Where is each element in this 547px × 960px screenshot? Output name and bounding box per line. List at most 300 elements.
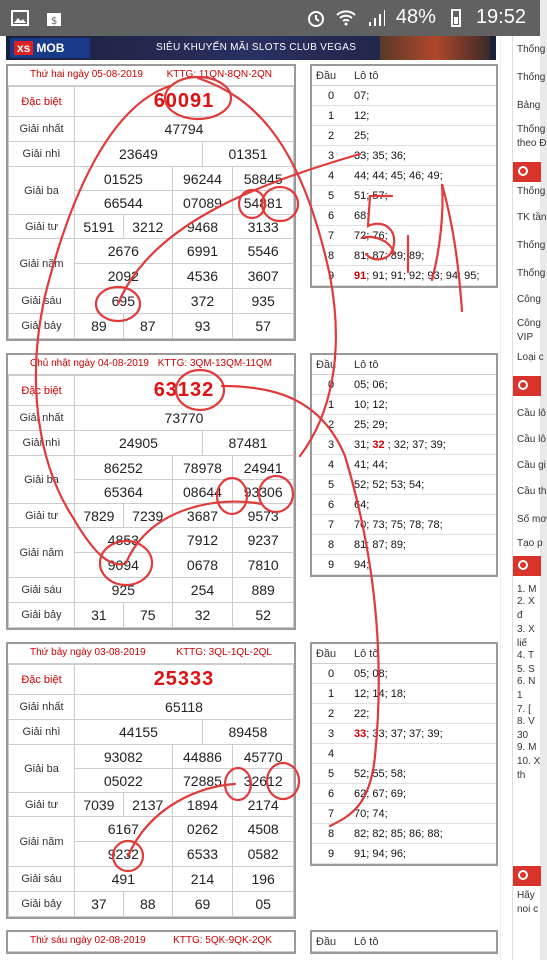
prize-label: Giải nhất bbox=[9, 117, 75, 142]
sidebar-item[interactable]: Công bbox=[517, 318, 541, 329]
loto-row bbox=[312, 844, 496, 864]
prize-number: 01351 bbox=[202, 142, 293, 167]
loto-values: 25; bbox=[354, 130, 370, 142]
loto-row bbox=[312, 475, 496, 495]
result-kttg: KTTG: 5QK-9QK-2QK bbox=[173, 935, 272, 946]
loto-values: 05; 08; bbox=[354, 668, 388, 680]
loto-head-digit: 7 bbox=[327, 519, 335, 531]
prize-number: 7912 bbox=[172, 528, 233, 553]
prize-label: Giải năm bbox=[9, 528, 75, 578]
prize-label: Đặc biệt bbox=[9, 87, 75, 117]
prize-label: Giải bảy bbox=[9, 314, 75, 339]
sidebar-item[interactable]: TK tần bbox=[517, 212, 547, 223]
loto-header bbox=[312, 932, 496, 952]
prize-label: Giải sáu bbox=[9, 289, 75, 314]
prize-number: 3607 bbox=[233, 264, 294, 289]
prize-row bbox=[9, 215, 294, 239]
sidebar-item[interactable]: 30 bbox=[517, 730, 529, 741]
sidebar-item[interactable]: 8. V bbox=[517, 716, 535, 727]
sidebar-item[interactable]: Thống bbox=[517, 240, 546, 251]
result-header bbox=[8, 355, 294, 375]
loto-head-digit: 5 bbox=[327, 768, 335, 780]
sidebar-item[interactable]: 3. X bbox=[517, 624, 535, 635]
loto-values: 82; 82; 85; 86; 88; bbox=[354, 828, 443, 840]
result-kttg: KTTG: 3QM-13QM-11QM bbox=[157, 358, 272, 369]
loto-values: 44; 44; 45; 46; 49; bbox=[354, 170, 443, 182]
loto-head-digit: 9 bbox=[327, 559, 335, 571]
loto-head-digit: 0 bbox=[327, 379, 335, 391]
prize-row bbox=[9, 504, 294, 528]
loto-values: 81; 87; 89; 89; bbox=[354, 250, 425, 262]
loto-head-digit: 5 bbox=[327, 479, 335, 491]
loto-head-digit: 8 bbox=[327, 250, 335, 262]
alarm-icon bbox=[306, 8, 326, 28]
dau-header: Đầu bbox=[316, 359, 337, 371]
dau-header: Đầu bbox=[316, 648, 337, 660]
loto-head-digit: 0 bbox=[327, 90, 335, 102]
prize-row bbox=[9, 867, 294, 892]
loto-row bbox=[312, 764, 496, 784]
prize-number: 47794 bbox=[75, 117, 294, 142]
loto-head-digit: 1 bbox=[327, 688, 335, 700]
prize-number: 3133 bbox=[233, 215, 294, 239]
ad-banner[interactable] bbox=[6, 36, 496, 60]
loto-values: 64; bbox=[354, 499, 370, 511]
prize-number: 889 bbox=[233, 578, 294, 603]
sidebar-item[interactable]: đ bbox=[517, 610, 523, 621]
dau-header: Đầu bbox=[316, 936, 337, 948]
loto-values: 81; 87; 89; bbox=[354, 539, 406, 551]
sidebar-header-search-icon[interactable] bbox=[513, 376, 541, 396]
signal-icon bbox=[366, 8, 386, 28]
loto-row bbox=[312, 186, 496, 206]
loto-row bbox=[312, 724, 496, 744]
prize-row bbox=[9, 793, 294, 817]
result-table bbox=[8, 664, 294, 917]
result-card bbox=[6, 642, 296, 919]
loto-values: 94; bbox=[354, 559, 370, 571]
loto-head-digit: 1 bbox=[327, 399, 335, 411]
loto-row bbox=[312, 395, 496, 415]
result-header bbox=[8, 932, 294, 952]
prize-number: 58845 bbox=[233, 167, 294, 191]
prize-number: 4536 bbox=[172, 264, 233, 289]
loto-header-label: Lô tô bbox=[354, 648, 379, 660]
loto-values: 12; bbox=[354, 110, 370, 122]
loto-row bbox=[312, 824, 496, 844]
loto-header-label: Lô tô bbox=[354, 70, 379, 82]
prize-number: 3212 bbox=[123, 215, 172, 239]
prize-number: 65364 bbox=[75, 480, 173, 504]
sidebar-header-users-icon[interactable] bbox=[513, 556, 541, 576]
loto-values: 41; 44; bbox=[354, 459, 388, 471]
prize-label: Giải nhì bbox=[9, 142, 75, 167]
sidebar-item[interactable]: 5. S bbox=[517, 664, 535, 675]
loto-head-digit: 3 bbox=[327, 728, 335, 740]
result-header bbox=[8, 66, 294, 86]
result-card bbox=[6, 64, 296, 341]
prize-row bbox=[9, 665, 294, 695]
right-sidebar[interactable] bbox=[512, 36, 547, 960]
prize-number: 925 bbox=[75, 578, 173, 603]
prize-number: 07089 bbox=[172, 191, 233, 215]
sidebar-item[interactable]: 6. N bbox=[517, 676, 536, 687]
prize-number: 01525 bbox=[75, 167, 173, 191]
prize-row bbox=[9, 289, 294, 314]
loto-header-label: Lô tô bbox=[354, 359, 379, 371]
loto-values: 91; 94; 96; bbox=[354, 848, 406, 860]
sidebar-item[interactable]: 10. X bbox=[517, 756, 541, 767]
loto-values: 31; 32 ; 32; 37; 39; bbox=[354, 439, 446, 451]
prize-number: 6991 bbox=[172, 239, 233, 264]
prize-label: Giải bảy bbox=[9, 892, 75, 917]
sidebar-item[interactable]: Cầu gi bbox=[517, 460, 546, 471]
prize-number: 2174 bbox=[233, 793, 294, 817]
loto-row bbox=[312, 166, 496, 186]
loto-row bbox=[312, 415, 496, 435]
prize-number: 3687 bbox=[172, 504, 233, 528]
prize-number: 60091 bbox=[75, 87, 294, 117]
column-divider bbox=[500, 36, 501, 960]
wifi-icon bbox=[336, 8, 356, 28]
prize-row bbox=[9, 239, 294, 264]
loto-header bbox=[312, 66, 496, 86]
loto-head-digit: 8 bbox=[327, 828, 335, 840]
loto-row bbox=[312, 535, 496, 555]
sidebar-item[interactable]: Công bbox=[517, 294, 541, 305]
prize-label: Giải tư bbox=[9, 504, 75, 528]
result-date[interactable]: Chủ nhật ngày 04-08-2019 bbox=[30, 358, 149, 369]
loto-values: 05; 06; bbox=[354, 379, 388, 391]
loto-row bbox=[312, 804, 496, 824]
prize-row bbox=[9, 817, 294, 842]
sidebar-item[interactable]: 2. X bbox=[517, 596, 535, 607]
prize-label: Đặc biệt bbox=[9, 376, 75, 406]
sidebar-item[interactable]: Bảng bbox=[517, 100, 541, 111]
prize-number: 89 bbox=[75, 314, 124, 339]
status-bar bbox=[0, 0, 540, 36]
prize-number: 9573 bbox=[233, 504, 294, 528]
loto-head-digit: 8 bbox=[327, 539, 335, 551]
prize-number: 2092 bbox=[75, 264, 173, 289]
result-date[interactable]: Thứ bảy ngày 03-08-2019 bbox=[30, 647, 146, 658]
prize-label: Giải năm bbox=[9, 817, 75, 867]
prize-number: 88 bbox=[123, 892, 172, 917]
prize-number: 96244 bbox=[172, 167, 233, 191]
prize-label: Giải tư bbox=[9, 793, 75, 817]
loto-head-digit: 9 bbox=[327, 270, 335, 282]
prize-label: Giải nhì bbox=[9, 431, 75, 456]
prize-number: 57 bbox=[233, 314, 294, 339]
prize-number: 0582 bbox=[233, 842, 294, 867]
dau-header: Đầu bbox=[316, 70, 337, 82]
sidebar-item[interactable]: Hãy bbox=[517, 890, 535, 901]
prize-number: 05022 bbox=[75, 769, 173, 793]
prize-row bbox=[9, 167, 294, 191]
loto-header-label: Lô tô bbox=[354, 936, 379, 948]
loto-row bbox=[312, 375, 496, 395]
prize-number: 65118 bbox=[75, 695, 294, 720]
loto-card bbox=[310, 353, 498, 577]
loto-values: 12; 14; 18; bbox=[354, 688, 406, 700]
prize-row bbox=[9, 87, 294, 117]
sidebar-item[interactable]: 1 bbox=[517, 690, 523, 701]
prize-number: 6533 bbox=[172, 842, 233, 867]
loto-card bbox=[310, 642, 498, 866]
sidebar-item[interactable]: 4. T bbox=[517, 650, 535, 661]
sidebar-item[interactable]: Thống bbox=[517, 124, 546, 135]
loto-values: 25; 29; bbox=[354, 419, 388, 431]
prize-number: 66544 bbox=[75, 191, 173, 215]
loto-values: 10; 12; bbox=[354, 399, 388, 411]
prize-row bbox=[9, 431, 294, 456]
prize-row bbox=[9, 376, 294, 406]
prize-number: 2137 bbox=[123, 793, 172, 817]
loto-values: 07; bbox=[354, 90, 370, 102]
loto-row bbox=[312, 495, 496, 515]
prize-label: Giải ba bbox=[9, 167, 75, 215]
prize-number: 9094 bbox=[75, 553, 173, 578]
prize-label: Giải nhất bbox=[9, 406, 75, 431]
loto-values: 70; 74; bbox=[354, 808, 388, 820]
prize-number: 7239 bbox=[123, 504, 172, 528]
loto-row bbox=[312, 664, 496, 684]
loto-head-digit: 7 bbox=[327, 230, 335, 242]
sidebar-item[interactable]: Số mơ bbox=[517, 514, 547, 525]
sidebar-item[interactable]: theo Đ bbox=[517, 138, 547, 149]
prize-number: 4508 bbox=[233, 817, 294, 842]
loto-head-digit: 3 bbox=[327, 150, 335, 162]
prize-number: 7039 bbox=[75, 793, 124, 817]
sidebar-item[interactable]: liế bbox=[517, 638, 528, 649]
prize-number: 87481 bbox=[202, 431, 293, 456]
prize-number: 491 bbox=[75, 867, 173, 892]
prize-number: 24941 bbox=[233, 456, 294, 480]
prize-number: 695 bbox=[75, 289, 173, 314]
sidebar-item[interactable]: VIP bbox=[517, 332, 534, 343]
clock: 19:52 bbox=[475, 6, 526, 28]
sidebar-item[interactable]: Cầu lô bbox=[517, 408, 546, 419]
sidebar-header-trend-icon[interactable] bbox=[513, 162, 541, 182]
sidebar-item[interactable]: th bbox=[517, 770, 526, 781]
banner-art bbox=[380, 36, 490, 60]
page bbox=[0, 36, 547, 960]
sidebar-item[interactable]: noi c bbox=[517, 904, 539, 915]
loto-head-digit: 6 bbox=[327, 499, 335, 511]
prize-number: 32 bbox=[172, 603, 233, 628]
loto-head-digit: 2 bbox=[327, 419, 335, 431]
site-logo[interactable]: xs MOB bbox=[10, 38, 90, 58]
prize-number: 52 bbox=[233, 603, 294, 628]
prize-number: 9468 bbox=[172, 215, 233, 239]
prize-number: 93306 bbox=[233, 480, 294, 504]
prize-number: 372 bbox=[172, 289, 233, 314]
prize-number: 08644 bbox=[172, 480, 233, 504]
loto-head-digit: 9 bbox=[327, 848, 335, 860]
hot-number: 32 bbox=[372, 439, 385, 451]
battery-icon bbox=[446, 8, 466, 28]
loto-values: 91; 91; 91; 92; 93; 94; 95; bbox=[354, 270, 480, 282]
loto-head-digit: 4 bbox=[327, 170, 335, 182]
loto-values: 51; 57; bbox=[354, 190, 388, 202]
prize-number: 45770 bbox=[233, 745, 294, 769]
hot-number: 33 bbox=[354, 728, 367, 740]
prize-number: 89458 bbox=[202, 720, 293, 745]
prize-row bbox=[9, 406, 294, 431]
loto-row bbox=[312, 86, 496, 106]
result-header bbox=[8, 644, 294, 664]
prize-number: 44886 bbox=[172, 745, 233, 769]
result-date[interactable]: Thứ sáu ngày 02-08-2019 bbox=[30, 935, 146, 946]
loto-row bbox=[312, 246, 496, 266]
prize-number: 32612 bbox=[233, 769, 294, 793]
prize-row bbox=[9, 456, 294, 480]
loto-header bbox=[312, 644, 496, 664]
loto-head-digit: 7 bbox=[327, 808, 335, 820]
prize-row bbox=[9, 528, 294, 553]
prize-label: Giải sáu bbox=[9, 578, 75, 603]
prize-row bbox=[9, 695, 294, 720]
prize-number: 9237 bbox=[233, 528, 294, 553]
loto-row bbox=[312, 435, 496, 455]
loto-head-digit: 2 bbox=[327, 708, 335, 720]
banner-promo-text: SIÊU KHUYẾN MÃI SLOTS CLUB VEGAS bbox=[156, 42, 357, 53]
loto-values: 22; bbox=[354, 708, 370, 720]
sidebar-item[interactable]: 1. M bbox=[517, 584, 537, 595]
loto-head-digit: 4 bbox=[327, 748, 335, 760]
prize-number: 196 bbox=[233, 867, 294, 892]
prize-number: 54881 bbox=[233, 191, 294, 215]
prize-label: Giải năm bbox=[9, 239, 75, 289]
sidebar-item[interactable]: Cầu lô bbox=[517, 434, 546, 445]
loto-head-digit: 1 bbox=[327, 110, 335, 122]
prize-number: 4853 bbox=[75, 528, 173, 553]
loto-values: 33; 33; 37; 37; 39; bbox=[354, 728, 443, 740]
prize-row bbox=[9, 720, 294, 745]
loto-row bbox=[312, 106, 496, 126]
loto-row bbox=[312, 684, 496, 704]
prize-row bbox=[9, 745, 294, 769]
sidebar-item[interactable]: Thống bbox=[517, 44, 546, 55]
prize-label: Giải ba bbox=[9, 456, 75, 504]
prize-label: Đặc biệt bbox=[9, 665, 75, 695]
result-kttg: KTTG: 3QL-1QL-2QL bbox=[176, 647, 272, 658]
sidebar-item[interactable]: Thống bbox=[517, 268, 546, 279]
prize-row bbox=[9, 603, 294, 628]
prize-number: 05 bbox=[233, 892, 294, 917]
prize-number: 87 bbox=[123, 314, 172, 339]
prize-row bbox=[9, 117, 294, 142]
loto-values: 68; bbox=[354, 210, 370, 222]
prize-number: 75 bbox=[123, 603, 172, 628]
result-table bbox=[8, 375, 294, 628]
prize-row bbox=[9, 142, 294, 167]
loto-card bbox=[310, 930, 498, 954]
prize-number: 37 bbox=[75, 892, 124, 917]
prize-number: 5191 bbox=[75, 215, 124, 239]
sidebar-header-fb-icon[interactable] bbox=[513, 866, 541, 886]
loto-values: 52; 55; 58; bbox=[354, 768, 406, 780]
sidebar-item[interactable]: Cầu th bbox=[517, 486, 547, 497]
loto-values: 70; 73; 75; 78; 78; bbox=[354, 519, 443, 531]
loto-row bbox=[312, 146, 496, 166]
loto-head-digit: 2 bbox=[327, 130, 335, 142]
result-card bbox=[6, 930, 296, 954]
loto-values: 52; 52; 53; 54; bbox=[354, 479, 425, 491]
result-table bbox=[8, 86, 294, 339]
loto-head-digit: 5 bbox=[327, 190, 335, 202]
prize-number: 63132 bbox=[75, 376, 294, 406]
prize-number: 23649 bbox=[75, 142, 203, 167]
sidebar-item[interactable]: Loại c bbox=[517, 352, 544, 363]
prize-number: 1894 bbox=[172, 793, 233, 817]
sidebar-item[interactable]: 7. [ bbox=[517, 704, 531, 715]
result-date[interactable]: Thứ hai ngày 05-08-2019 bbox=[30, 69, 143, 80]
svg-text:$: $ bbox=[51, 16, 58, 27]
sidebar-item[interactable]: Thống bbox=[517, 186, 546, 197]
prize-number: 25333 bbox=[75, 665, 294, 695]
prize-number: 2676 bbox=[75, 239, 173, 264]
loto-row bbox=[312, 555, 496, 575]
loto-values: 62; 67; 69; bbox=[354, 788, 406, 800]
loto-head-digit: 6 bbox=[327, 210, 335, 222]
prize-number: 24905 bbox=[75, 431, 203, 456]
prize-number: 7810 bbox=[233, 553, 294, 578]
loto-row bbox=[312, 515, 496, 535]
sidebar-item[interactable]: Thống bbox=[517, 72, 546, 83]
prize-row bbox=[9, 578, 294, 603]
prize-row bbox=[9, 314, 294, 339]
loto-row bbox=[312, 455, 496, 475]
prize-number: 73770 bbox=[75, 406, 294, 431]
prize-number: 214 bbox=[172, 867, 233, 892]
prize-number: 69 bbox=[172, 892, 233, 917]
loto-row bbox=[312, 266, 496, 286]
loto-row bbox=[312, 206, 496, 226]
prize-number: 31 bbox=[75, 603, 124, 628]
prize-number: 86252 bbox=[75, 456, 173, 480]
sidebar-item[interactable]: 9. M bbox=[517, 742, 537, 753]
loto-row bbox=[312, 784, 496, 804]
sidebar-item[interactable]: Tạo p bbox=[517, 538, 543, 549]
loto-values: 72; 76; bbox=[354, 230, 388, 242]
prize-number: 9232 bbox=[75, 842, 173, 867]
prize-label: Giải bảy bbox=[9, 603, 75, 628]
prize-number: 6167 bbox=[75, 817, 173, 842]
loto-head-digit: 6 bbox=[327, 788, 335, 800]
prize-number: 7829 bbox=[75, 504, 124, 528]
prize-number: 254 bbox=[172, 578, 233, 603]
loto-head-digit: 4 bbox=[327, 459, 335, 471]
loto-head-digit: 0 bbox=[327, 668, 335, 680]
prize-row bbox=[9, 892, 294, 917]
prize-label: Giải ba bbox=[9, 745, 75, 793]
loto-values: 33; 35; 36; bbox=[354, 150, 406, 162]
loto-card bbox=[310, 64, 498, 288]
prize-number: 0678 bbox=[172, 553, 233, 578]
prize-number: 93082 bbox=[75, 745, 173, 769]
loto-row bbox=[312, 126, 496, 146]
loto-values bbox=[350, 744, 358, 763]
result-kttg: KTTG: 11QN-8QN-2QN bbox=[166, 69, 272, 80]
prize-number: 0262 bbox=[172, 817, 233, 842]
prize-label: Giải sáu bbox=[9, 867, 75, 892]
prize-number: 72885 bbox=[172, 769, 233, 793]
loto-row bbox=[312, 226, 496, 246]
loto-header bbox=[312, 355, 496, 375]
prize-label: Giải nhì bbox=[9, 720, 75, 745]
battery-percent: 48% bbox=[395, 6, 436, 28]
